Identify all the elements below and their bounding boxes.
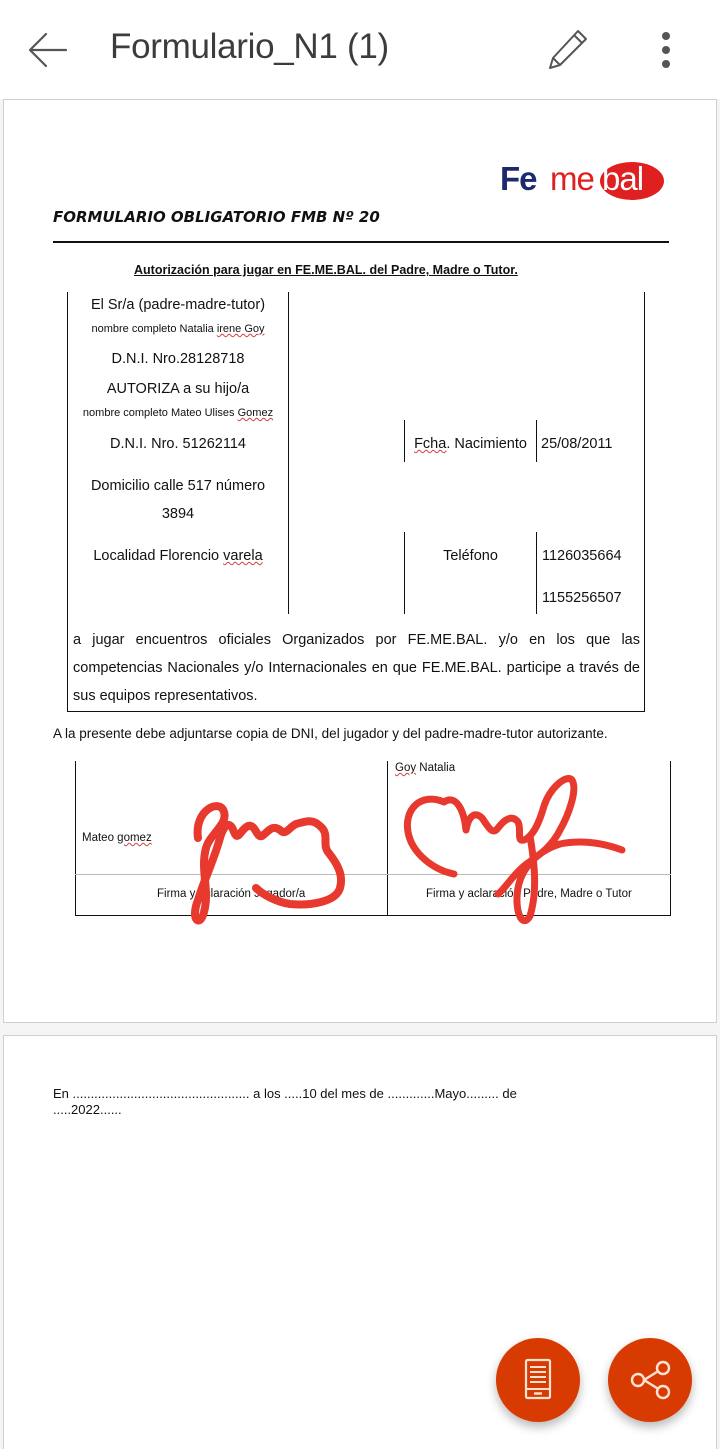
date-place-line (53, 1086, 517, 1118)
child-dni: D.N.I. Nro. 51262114 (110, 436, 246, 452)
back-button[interactable] (22, 28, 72, 72)
logo-text-bal: bal (602, 160, 644, 197)
form-subtitle: Autorización para jugar en FE.ME.BAL. del Padre, Madre o Tutor. (134, 263, 518, 277)
phone-divider-left (404, 532, 405, 614)
guardian-sig-text: Natalia (416, 762, 456, 774)
sig-divider (387, 761, 388, 916)
player-name-text: Mateo (82, 832, 118, 844)
guardian-name-text: nombre completo Natalia (91, 323, 217, 335)
player-signature (180, 790, 360, 940)
reading-mode-icon (496, 1338, 580, 1422)
date-line-1: En ................................................. a los .....10 del mes de .............Mayo......... de (53, 1086, 517, 1101)
guardian-signature (400, 770, 630, 930)
birth-label-text: . Nacimiento (446, 436, 527, 452)
phone-label: Teléfono (443, 548, 498, 564)
edit-button[interactable] (542, 26, 594, 74)
birth-divider-right (536, 420, 537, 462)
child-name-text: nombre completo Mateo Ulises (82, 407, 238, 419)
table-divider-1 (288, 292, 289, 614)
guardian-name (68, 323, 288, 335)
attachment-note: A la presente debe adjuntarse copia de DNI, del jugador y del padre-madre-tutor autorizante. (53, 726, 608, 741)
player-signature-caption: Firma y aclaración Jugador/a (157, 888, 306, 900)
child-name (68, 407, 288, 419)
logo-text-fe: Fe (500, 160, 537, 197)
birth-date-value: 25/08/2011 (541, 436, 613, 452)
player-name (82, 832, 152, 844)
app-bar (0, 0, 720, 99)
share-icon (608, 1338, 692, 1422)
document-title: Formulario_N1 (1) (110, 27, 389, 66)
guardian-label: El Sr/a (padre-madre-tutor) (90, 297, 266, 313)
guardian-dni: D.N.I. Nro.28128718 (111, 351, 245, 367)
locality-text: Localidad Florencio (93, 548, 224, 564)
more-vertical-icon (650, 28, 682, 72)
phone-2: 1155256507 (542, 590, 622, 606)
player-name-flagged: gomez (117, 832, 152, 844)
guardian-name-flagged: irene Goy (216, 323, 265, 335)
logo-text-me: me (550, 160, 594, 197)
birth-date-label (405, 436, 536, 452)
form-title: FORMULARIO OBLIGATORIO FMB Nº 20 (53, 208, 380, 226)
reading-mode-button[interactable] (496, 1338, 580, 1422)
sig-border-left (75, 761, 76, 916)
birth-label-flagged: Fcha (414, 436, 447, 452)
authorizes-label: AUTORIZA a su hijo/a (106, 381, 250, 397)
pencil-icon (542, 26, 594, 74)
more-options-button[interactable] (650, 28, 682, 72)
guardian-sig-flagged: Goy (395, 762, 417, 774)
phone-divider-right (536, 532, 537, 614)
femebal-logo (498, 160, 668, 202)
table-border-bottom (67, 711, 645, 712)
title-divider (53, 241, 669, 243)
locality-flagged: varela (223, 548, 263, 564)
locality (68, 548, 288, 564)
child-name-flagged: Gomez (237, 407, 274, 419)
share-button[interactable] (608, 1338, 692, 1422)
address-line-2: 3894 (161, 506, 195, 522)
authorization-text: a jugar encuentros oficiales Organizados por FE.ME.BAL. y/o en los que las competencias Nacionales y/o Internacionales en que FE.ME.BAL. participe a través de sus equipos representativos. (73, 632, 640, 704)
sig-border-right (670, 761, 671, 916)
address-line-1: Domicilio calle 517 número (90, 478, 266, 494)
table-border-right (644, 292, 645, 712)
arrow-left-icon (22, 28, 72, 72)
phone-1: 1126035664 (542, 548, 622, 564)
date-line-2: .....2022...... (53, 1102, 122, 1117)
guardian-signature-caption: Firma y aclaración Padre, Madre o Tutor (426, 888, 632, 900)
